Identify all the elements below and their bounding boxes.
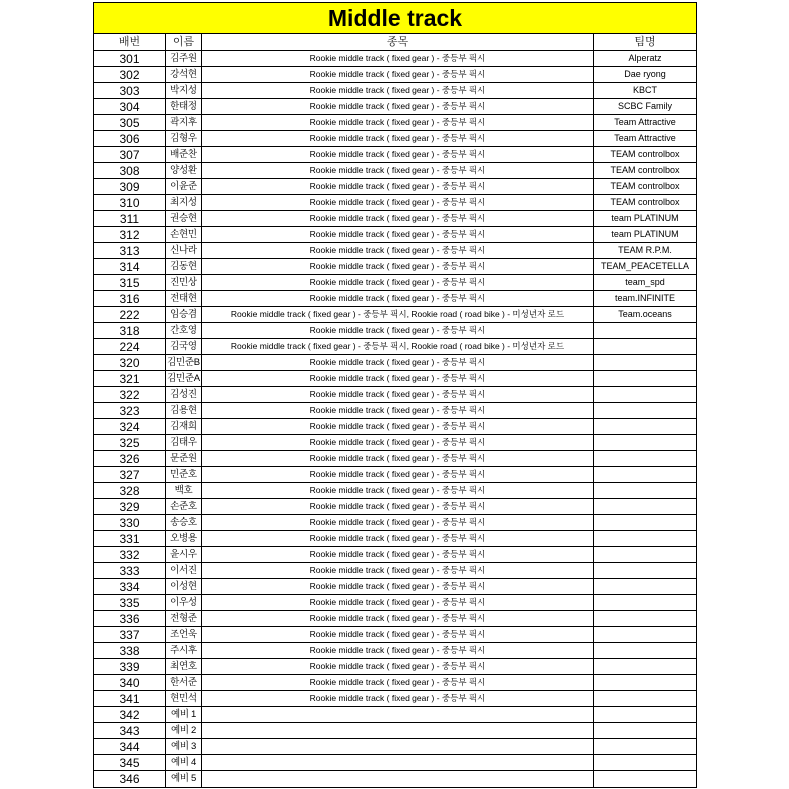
bib-cell: 337 bbox=[94, 627, 166, 642]
team-cell: team.INFINITE bbox=[614, 293, 675, 303]
team-cell: Alperatz bbox=[628, 53, 662, 63]
team-cell: TEAM controlbox bbox=[610, 197, 680, 207]
table-row bbox=[94, 499, 696, 515]
event-cell: Rookie middle track ( fixed gear ) - 중등부 픽시, Rookie road ( road bike ) - 미성년자 로드 bbox=[202, 307, 594, 322]
bib-cell: 321 bbox=[94, 371, 166, 386]
table-row bbox=[94, 515, 696, 531]
table-row bbox=[94, 451, 696, 467]
name-cell: 김용현 bbox=[166, 403, 202, 418]
table-row bbox=[94, 51, 696, 67]
table-row bbox=[94, 179, 696, 195]
bib-cell: 316 bbox=[94, 291, 166, 306]
team-cell bbox=[594, 611, 696, 626]
table-row bbox=[94, 275, 696, 291]
bib-cell: 318 bbox=[94, 323, 166, 338]
name-cell: 손준호 bbox=[166, 499, 202, 514]
table-row bbox=[94, 707, 696, 723]
bib-cell: 344 bbox=[94, 739, 166, 754]
name-cell: 백호 bbox=[166, 483, 202, 498]
name-cell: 김재희 bbox=[166, 419, 202, 434]
table-row bbox=[94, 147, 696, 163]
event-cell: Rookie middle track ( fixed gear ) - 중등부 픽시 bbox=[202, 531, 594, 546]
table-row bbox=[94, 755, 696, 771]
team-cell: TEAM controlbox bbox=[610, 149, 680, 159]
team-cell bbox=[594, 739, 696, 754]
team-cell bbox=[594, 563, 696, 578]
header-name: 이름 bbox=[166, 34, 202, 50]
team-cell: Team Attractive bbox=[614, 117, 676, 127]
event-cell: Rookie middle track ( fixed gear ) - 중등부 픽시 bbox=[202, 291, 594, 306]
bib-cell: 309 bbox=[94, 179, 166, 194]
table-row bbox=[94, 83, 696, 99]
table-row bbox=[94, 115, 696, 131]
name-cell: 임승겸 bbox=[166, 307, 202, 322]
table-row bbox=[94, 483, 696, 499]
event-cell bbox=[202, 771, 594, 787]
name-cell: 예비 1 bbox=[166, 707, 202, 722]
header-event: 종목 bbox=[202, 34, 594, 50]
event-cell: Rookie middle track ( fixed gear ) - 중등부 픽시 bbox=[202, 483, 594, 498]
team-cell bbox=[594, 467, 696, 482]
event-cell: Rookie middle track ( fixed gear ) - 중등부 픽시 bbox=[202, 467, 594, 482]
team-cell: Dae ryong bbox=[624, 69, 666, 79]
team-cell: KBCT bbox=[632, 85, 657, 95]
name-cell: 전태현 bbox=[166, 291, 202, 306]
bib-cell: 342 bbox=[94, 707, 166, 722]
name-cell: 김주원 bbox=[166, 51, 202, 66]
bib-cell: 307 bbox=[94, 147, 166, 162]
event-cell: Rookie middle track ( fixed gear ) - 중등부 픽시 bbox=[202, 67, 594, 82]
team-cell: TEAM R.P.M. bbox=[618, 245, 672, 255]
event-cell bbox=[202, 707, 594, 722]
event-cell: Rookie middle track ( fixed gear ) - 중등부 픽시, Rookie road ( road bike ) - 미성년자 로드 bbox=[202, 339, 594, 354]
team-cell bbox=[594, 771, 696, 787]
table-row bbox=[94, 371, 696, 387]
bib-cell: 339 bbox=[94, 659, 166, 674]
table-row bbox=[94, 339, 696, 355]
event-cell: Rookie middle track ( fixed gear ) - 중등부 픽시 bbox=[202, 659, 594, 674]
team-cell bbox=[594, 531, 696, 546]
table-row bbox=[94, 355, 696, 371]
bib-cell: 326 bbox=[94, 451, 166, 466]
name-cell: 김동현 bbox=[166, 259, 202, 274]
event-cell: Rookie middle track ( fixed gear ) - 중등부 픽시 bbox=[202, 99, 594, 114]
name-cell: 김태우 bbox=[166, 435, 202, 450]
table-row bbox=[94, 531, 696, 547]
bib-cell: 301 bbox=[94, 51, 166, 66]
event-cell: Rookie middle track ( fixed gear ) - 중등부 픽시 bbox=[202, 211, 594, 226]
bib-cell: 335 bbox=[94, 595, 166, 610]
name-cell: 최연호 bbox=[166, 659, 202, 674]
table-row bbox=[94, 595, 696, 611]
team-cell bbox=[594, 435, 696, 450]
bib-cell: 332 bbox=[94, 547, 166, 562]
name-cell: 배준찬 bbox=[166, 147, 202, 162]
team-cell: TEAM controlbox bbox=[610, 165, 680, 175]
table-row bbox=[94, 611, 696, 627]
team-cell bbox=[594, 323, 696, 338]
name-cell: 한서준 bbox=[166, 675, 202, 690]
team-cell bbox=[594, 355, 696, 370]
bib-cell: 311 bbox=[94, 211, 166, 226]
event-cell: Rookie middle track ( fixed gear ) - 중등부 픽시 bbox=[202, 355, 594, 370]
event-cell: Rookie middle track ( fixed gear ) - 중등부 픽시 bbox=[202, 403, 594, 418]
team-cell: Team.oceans bbox=[618, 309, 672, 319]
table-row bbox=[94, 691, 696, 707]
team-cell: team PLATINUM bbox=[611, 213, 679, 223]
team-cell bbox=[594, 579, 696, 594]
bib-cell: 312 bbox=[94, 227, 166, 242]
table-row bbox=[94, 675, 696, 691]
name-cell: 문준원 bbox=[166, 451, 202, 466]
table-row bbox=[94, 435, 696, 451]
table-row bbox=[94, 131, 696, 147]
event-cell: Rookie middle track ( fixed gear ) - 중등부 픽시 bbox=[202, 195, 594, 210]
team-cell bbox=[594, 627, 696, 642]
sheet-title: Middle track bbox=[327, 4, 463, 31]
name-cell: 손현민 bbox=[166, 227, 202, 242]
event-cell: Rookie middle track ( fixed gear ) - 중등부 픽시 bbox=[202, 627, 594, 642]
team-cell: team_spd bbox=[625, 277, 665, 287]
header-bib: 배번 bbox=[94, 34, 166, 50]
table-row bbox=[94, 99, 696, 115]
event-cell: Rookie middle track ( fixed gear ) - 중등부 픽시 bbox=[202, 227, 594, 242]
bib-cell: 340 bbox=[94, 675, 166, 690]
name-cell: 예비 2 bbox=[166, 723, 202, 738]
name-cell: 진민상 bbox=[166, 275, 202, 290]
name-cell: 신나라 bbox=[166, 243, 202, 258]
bib-cell: 302 bbox=[94, 67, 166, 82]
team-cell: team PLATINUM bbox=[611, 229, 679, 239]
title-bar bbox=[94, 3, 696, 34]
event-cell: Rookie middle track ( fixed gear ) - 중등부 픽시 bbox=[202, 179, 594, 194]
team-cell bbox=[594, 339, 696, 354]
bib-cell: 320 bbox=[94, 355, 166, 370]
event-cell: Rookie middle track ( fixed gear ) - 중등부 픽시 bbox=[202, 323, 594, 338]
name-cell: 이성현 bbox=[166, 579, 202, 594]
team-cell bbox=[594, 755, 696, 770]
table-body bbox=[94, 51, 696, 787]
table-row bbox=[94, 403, 696, 419]
team-cell bbox=[594, 419, 696, 434]
table-row bbox=[94, 163, 696, 179]
name-cell: 최지성 bbox=[166, 195, 202, 210]
name-cell: 김민준B bbox=[166, 355, 202, 370]
bib-cell: 314 bbox=[94, 259, 166, 274]
team-cell bbox=[594, 547, 696, 562]
table-row bbox=[94, 211, 696, 227]
event-cell: Rookie middle track ( fixed gear ) - 중등부 픽시 bbox=[202, 387, 594, 402]
team-cell bbox=[594, 643, 696, 658]
name-cell: 전형준 bbox=[166, 611, 202, 626]
name-cell: 간호영 bbox=[166, 323, 202, 338]
bib-cell: 306 bbox=[94, 131, 166, 146]
table-row bbox=[94, 579, 696, 595]
table-row bbox=[94, 259, 696, 275]
event-cell: Rookie middle track ( fixed gear ) - 중등부 픽시 bbox=[202, 499, 594, 514]
bib-cell: 328 bbox=[94, 483, 166, 498]
bib-cell: 308 bbox=[94, 163, 166, 178]
bib-cell: 334 bbox=[94, 579, 166, 594]
bib-cell: 330 bbox=[94, 515, 166, 530]
name-cell: 오병용 bbox=[166, 531, 202, 546]
bib-cell: 333 bbox=[94, 563, 166, 578]
bib-cell: 310 bbox=[94, 195, 166, 210]
bib-cell: 323 bbox=[94, 403, 166, 418]
name-cell: 곽지후 bbox=[166, 115, 202, 130]
bib-cell: 336 bbox=[94, 611, 166, 626]
name-cell: 권승현 bbox=[166, 211, 202, 226]
event-cell: Rookie middle track ( fixed gear ) - 중등부 픽시 bbox=[202, 275, 594, 290]
bib-cell: 324 bbox=[94, 419, 166, 434]
name-cell: 송승호 bbox=[166, 515, 202, 530]
event-cell: Rookie middle track ( fixed gear ) - 중등부 픽시 bbox=[202, 547, 594, 562]
table-row bbox=[94, 739, 696, 755]
table-row bbox=[94, 771, 696, 787]
table-row bbox=[94, 323, 696, 339]
event-cell: Rookie middle track ( fixed gear ) - 중등부 픽시 bbox=[202, 51, 594, 66]
team-cell bbox=[594, 595, 696, 610]
bib-cell: 304 bbox=[94, 99, 166, 114]
event-cell bbox=[202, 723, 594, 738]
event-cell: Rookie middle track ( fixed gear ) - 중등부 픽시 bbox=[202, 595, 594, 610]
team-cell bbox=[594, 499, 696, 514]
name-cell: 박지성 bbox=[166, 83, 202, 98]
team-cell bbox=[594, 515, 696, 530]
team-cell: Team Attractive bbox=[614, 133, 676, 143]
bib-cell: 331 bbox=[94, 531, 166, 546]
event-cell: Rookie middle track ( fixed gear ) - 중등부 픽시 bbox=[202, 419, 594, 434]
event-cell bbox=[202, 755, 594, 770]
team-cell: SCBC Family bbox=[617, 101, 672, 111]
event-cell: Rookie middle track ( fixed gear ) - 중등부 픽시 bbox=[202, 131, 594, 146]
event-cell: Rookie middle track ( fixed gear ) - 중등부 픽시 bbox=[202, 579, 594, 594]
team-cell: TEAM controlbox bbox=[610, 181, 680, 191]
table-row bbox=[94, 627, 696, 643]
bib-cell: 322 bbox=[94, 387, 166, 402]
bib-cell: 345 bbox=[94, 755, 166, 770]
table-row bbox=[94, 659, 696, 675]
bib-cell: 305 bbox=[94, 115, 166, 130]
name-cell: 예비 3 bbox=[166, 739, 202, 754]
table-row bbox=[94, 243, 696, 259]
name-cell: 김민준A bbox=[166, 371, 202, 386]
team-cell bbox=[594, 403, 696, 418]
bib-cell: 325 bbox=[94, 435, 166, 450]
event-cell: Rookie middle track ( fixed gear ) - 중등부 픽시 bbox=[202, 115, 594, 130]
event-cell: Rookie middle track ( fixed gear ) - 중등부 픽시 bbox=[202, 435, 594, 450]
bib-cell: 327 bbox=[94, 467, 166, 482]
team-cell bbox=[594, 451, 696, 466]
name-cell: 예비 5 bbox=[166, 771, 202, 787]
name-cell: 조언욱 bbox=[166, 627, 202, 642]
header-team: 팀명 bbox=[634, 35, 656, 48]
name-cell: 예비 4 bbox=[166, 755, 202, 770]
name-cell: 김성진 bbox=[166, 387, 202, 402]
event-cell: Rookie middle track ( fixed gear ) - 중등부 픽시 bbox=[202, 163, 594, 178]
name-cell: 김국영 bbox=[166, 339, 202, 354]
table-row bbox=[94, 291, 696, 307]
name-cell: 강석현 bbox=[166, 67, 202, 82]
table-row bbox=[94, 467, 696, 483]
team-cell bbox=[594, 659, 696, 674]
bib-cell: 222 bbox=[94, 307, 166, 322]
event-cell: Rookie middle track ( fixed gear ) - 중등부 픽시 bbox=[202, 611, 594, 626]
table-row bbox=[94, 195, 696, 211]
name-cell: 이우성 bbox=[166, 595, 202, 610]
team-cell bbox=[594, 691, 696, 706]
name-cell: 한태정 bbox=[166, 99, 202, 114]
event-cell: Rookie middle track ( fixed gear ) - 중등부 픽시 bbox=[202, 451, 594, 466]
table-row bbox=[94, 387, 696, 403]
table-row bbox=[94, 419, 696, 435]
event-cell bbox=[202, 739, 594, 754]
event-cell: Rookie middle track ( fixed gear ) - 중등부 픽시 bbox=[202, 643, 594, 658]
event-cell: Rookie middle track ( fixed gear ) - 중등부 픽시 bbox=[202, 83, 594, 98]
team-cell bbox=[594, 675, 696, 690]
table-row bbox=[94, 227, 696, 243]
bib-cell: 303 bbox=[94, 83, 166, 98]
bib-cell: 313 bbox=[94, 243, 166, 258]
event-cell: Rookie middle track ( fixed gear ) - 중등부 픽시 bbox=[202, 675, 594, 690]
team-cell bbox=[594, 371, 696, 386]
name-cell: 양성환 bbox=[166, 163, 202, 178]
name-cell: 민준호 bbox=[166, 467, 202, 482]
table-row bbox=[94, 563, 696, 579]
team-cell: TEAM_PEACETELLA bbox=[600, 261, 690, 271]
team-cell bbox=[594, 483, 696, 498]
bib-cell: 329 bbox=[94, 499, 166, 514]
name-cell: 주시후 bbox=[166, 643, 202, 658]
bib-cell: 315 bbox=[94, 275, 166, 290]
team-cell bbox=[594, 723, 696, 738]
name-cell: 이윤준 bbox=[166, 179, 202, 194]
event-cell: Rookie middle track ( fixed gear ) - 중등부 픽시 bbox=[202, 563, 594, 578]
team-cell bbox=[594, 387, 696, 402]
name-cell: 이서진 bbox=[166, 563, 202, 578]
bib-cell: 338 bbox=[94, 643, 166, 658]
bib-cell: 224 bbox=[94, 339, 166, 354]
header-row bbox=[94, 34, 696, 51]
entry-table bbox=[93, 2, 697, 788]
table-row bbox=[94, 643, 696, 659]
name-cell: 현민석 bbox=[166, 691, 202, 706]
table-row bbox=[94, 67, 696, 83]
bib-cell: 341 bbox=[94, 691, 166, 706]
name-cell: 김형우 bbox=[166, 131, 202, 146]
event-cell: Rookie middle track ( fixed gear ) - 중등부 픽시 bbox=[202, 515, 594, 530]
event-cell: Rookie middle track ( fixed gear ) - 중등부 픽시 bbox=[202, 147, 594, 162]
bib-cell: 343 bbox=[94, 723, 166, 738]
bib-cell: 346 bbox=[94, 771, 166, 787]
table-row bbox=[94, 307, 696, 323]
team-cell bbox=[594, 707, 696, 722]
table-row bbox=[94, 723, 696, 739]
event-cell: Rookie middle track ( fixed gear ) - 중등부 픽시 bbox=[202, 259, 594, 274]
event-cell: Rookie middle track ( fixed gear ) - 중등부 픽시 bbox=[202, 243, 594, 258]
name-cell: 윤시우 bbox=[166, 547, 202, 562]
event-cell: Rookie middle track ( fixed gear ) - 중등부 픽시 bbox=[202, 691, 594, 706]
event-cell: Rookie middle track ( fixed gear ) - 중등부 픽시 bbox=[202, 371, 594, 386]
table-row bbox=[94, 547, 696, 563]
